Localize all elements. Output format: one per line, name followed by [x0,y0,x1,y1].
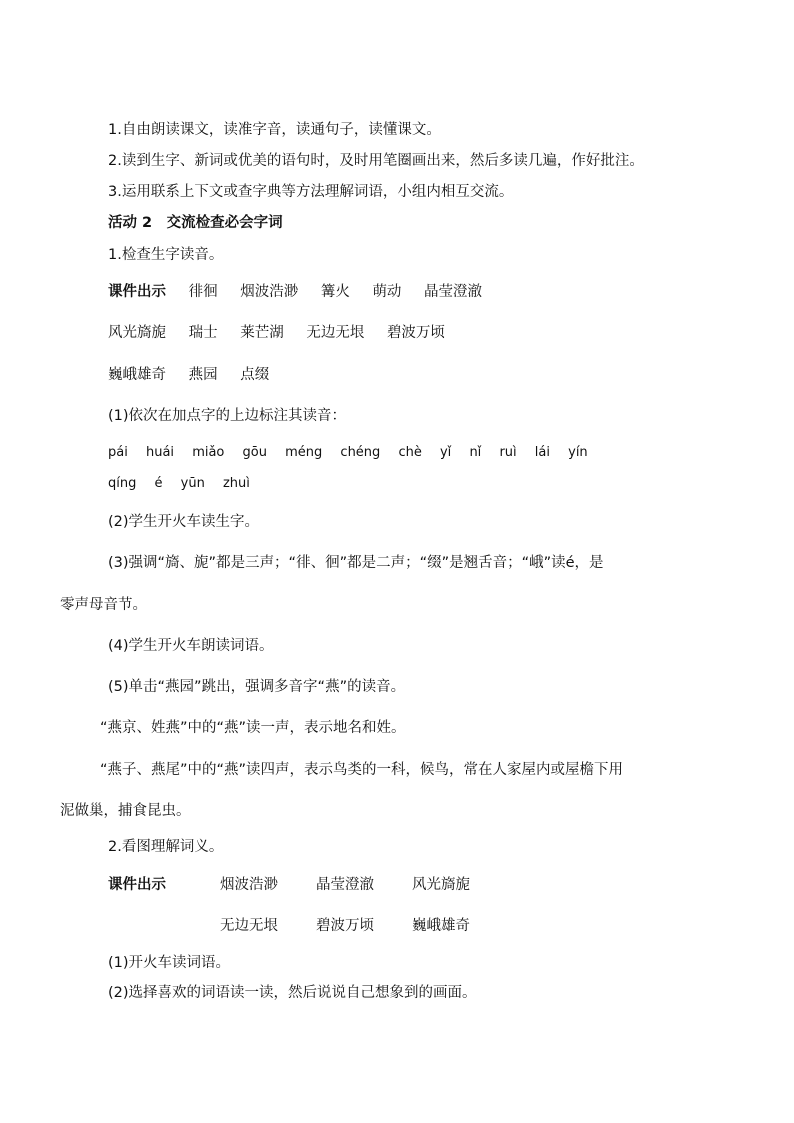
reading-step-1: 1.自由朗读课文，读准字音，读通句子，读懂课文。 [108,122,441,138]
pinyin: chè [398,445,422,460]
pinyin: é [154,476,163,491]
pinyin: pái [108,445,128,460]
word: 晶莹澄澈 [424,284,483,300]
word: 莱芒湖 [240,325,284,341]
word2: 无边无垠 [220,918,278,934]
section-2-title: 2.看图理解词义。 [108,839,224,855]
pinyin: yūn [180,476,205,491]
pinyin: yǐ [439,445,452,460]
pinyin: zhuì [222,476,250,491]
sub-step-2: (2)选择喜欢的词语读一读，然后说说自己想象到的画面。 [108,985,477,1001]
pinyin-row-1 [108,443,602,463]
words-row-3 [108,365,287,385]
check-pronunciation-title: 1.检查生字读音。 [108,247,224,263]
courseware-label: 课件出示 [108,284,166,300]
word: 风光旖旎 [108,325,166,341]
pinyin: ruì [499,445,517,460]
pinyin: gōu [242,445,267,460]
reading-step-2: 2.读到生字、新词或优美的语句时，及时用笔圈画出来，然后多读几遍，作好批注。 [108,153,644,169]
word: 萌动 [372,284,402,300]
courseware-label-2: 课件出示 [108,877,166,893]
yan-note-2-line-2: 泥做巢，捕食昆虫。 [60,803,191,819]
pinyin: miǎo [192,445,225,460]
step-1-text: (1)依次在加点字的上边标注其读音： [108,408,347,424]
word2: 巍峨雄奇 [412,918,470,934]
word2: 碧波万顷 [316,918,374,934]
words-row-1 [108,282,500,302]
word: 无边无垠 [306,325,365,341]
pinyin: yín [568,445,588,460]
word: 碧波万顷 [386,325,445,341]
sub-step-1: (1)开火车读词语。 [108,955,231,971]
word: 徘徊 [188,284,218,300]
yan-note-1: “燕京、姓燕”中的“燕”读一声，表示地名和姓。 [100,720,406,736]
pinyin: lái [534,445,550,460]
pinyin: chéng [340,445,381,460]
step-2-text: (2)学生开火车读生字。 [108,514,260,530]
word2: 晶莹澄澈 [316,877,374,893]
step-3-line-1: (3)强调“旖、旎”都是三声；“徘、徊”都是二声；“缀”是翘舌音；“峨”读é，是 [108,555,604,571]
word: 燕园 [188,367,218,383]
word: 瑞士 [188,325,218,341]
word: 点缀 [240,367,270,383]
word: 烟波浩渺 [240,284,299,300]
reading-step-3: 3.运用联系上下文或查字典等方法理解词语，小组内相互交流。 [108,184,514,200]
activity-2-title: 活动 2 交流检查必会字词 [108,215,283,231]
pinyin: huái [145,445,175,460]
step-4-text: (4)学生开火车朗读词语。 [108,638,274,654]
pinyin: qíng [108,476,137,491]
words-row-2 [108,323,463,343]
pinyin-row-2 [108,474,264,494]
step-3-line-2: 零声母音节。 [60,597,147,613]
pinyin: méng [285,445,323,460]
word2: 烟波浩渺 [220,877,278,893]
yan-note-2-line-1: “燕子、燕尾”中的“燕”读四声，表示鸟类的一科，候鸟，常在人家屋内或屋檐下用 [100,762,624,778]
word: 篝火 [320,284,350,300]
step-5-text: (5)单击“燕园”跳出，强调多音字“燕”的读音。 [108,679,406,695]
word: 巍峨雄奇 [108,367,166,383]
word2: 风光旖旎 [412,877,470,893]
pinyin: nǐ [469,445,482,460]
